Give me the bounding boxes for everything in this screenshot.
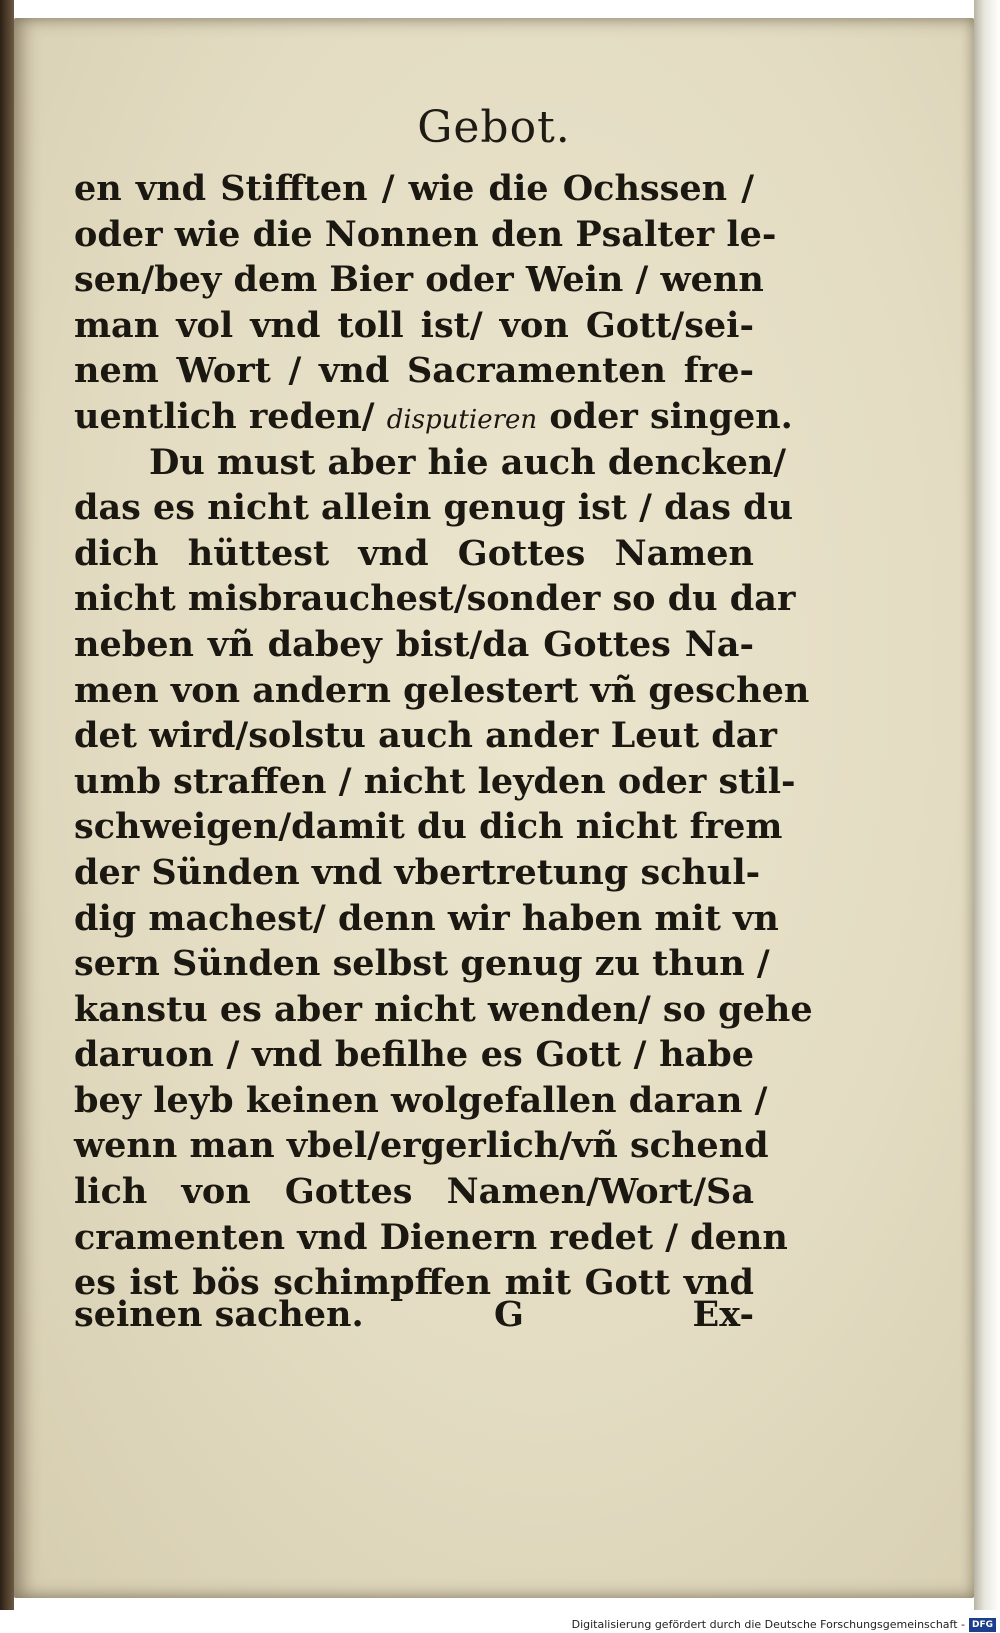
text-line-15: schweigen/damit du dich nicht frem [74,806,783,848]
text-line-7: Du must aber hie auch dencken/ [149,441,787,483]
text-line-3: sen/bey dem Bier oder Wein / wenn [74,259,764,301]
running-header: Gebot. [417,102,571,153]
text-line-10: nicht misbrauchest/sonder so du dar [74,578,796,620]
page-edge-right [974,0,1000,1610]
text-line-2: oder wie die Nonnen den Psalter le- [74,213,777,255]
text-line-8: das es nicht allein genug ist / das du [74,487,794,529]
text-line-11: neben vñ dabey bist/da Gottes Na- [74,623,754,665]
body-text [74,166,813,1306]
text-line-23: lich von Gottes Namen/Wort/Sa [74,1171,754,1213]
text-line-18: sern Sünden selbst genug zu thun / [74,943,770,985]
text-line-20: daruon / vnd befilhe es Gott / habe [74,1034,754,1076]
line6-end: oder singen. [549,395,793,437]
text-line-17: dig machest/ denn wir haben mit vn [74,897,779,939]
line6-italic-word: disputieren [386,404,538,435]
text-line-4: man vol vnd toll ist/ von Gott/sei- [74,304,754,346]
text-line-12: men von andern gelestert vñ geschen [74,669,810,711]
text-line-21: bey leyb keinen wolgefallen daran / [74,1079,768,1121]
line6-start: uentlich reden/ [74,395,375,437]
text-line-25: es ist bös schimpffen mit Gott vnd [74,1262,754,1304]
digitization-credit [572,1616,996,1633]
text-line-19: kanstu es aber nicht wenden/ so gehe [74,988,813,1030]
text-line-16: der Sünden vnd vbertretung schul- [74,851,761,893]
dfg-logo: DFG [969,1618,996,1632]
text-line-6 [74,394,793,440]
text-line-22: wenn man vbel/ergerlich/vñ schend [74,1125,769,1167]
credit-text: Digitalisierung gefördert durch die Deutsche Forschungsgemeinschaft - [571,1618,965,1631]
catchword: Ex- [692,1294,754,1335]
text-line-14: umb straffen / nicht leyden oder stil- [74,760,796,802]
text-line-5: nem Wort / vnd Sacramenten fre- [74,350,754,392]
text-line-9: dich hüttest vnd Gottes Namen [74,532,754,574]
text-line-1: en vnd Stifften / wie die Ochssen / [74,168,754,209]
book-spine-edge [0,0,14,1610]
book-page [14,18,974,1598]
last-text-line: seinen sachen. [74,1294,364,1335]
signature-mark: G [494,1294,524,1335]
text-line-24: cramenten vnd Dienern redet / denn [74,1216,788,1258]
text-line-13: det wird/solstu auch ander Leut dar [74,715,777,757]
page-footer-line [74,1294,754,1340]
